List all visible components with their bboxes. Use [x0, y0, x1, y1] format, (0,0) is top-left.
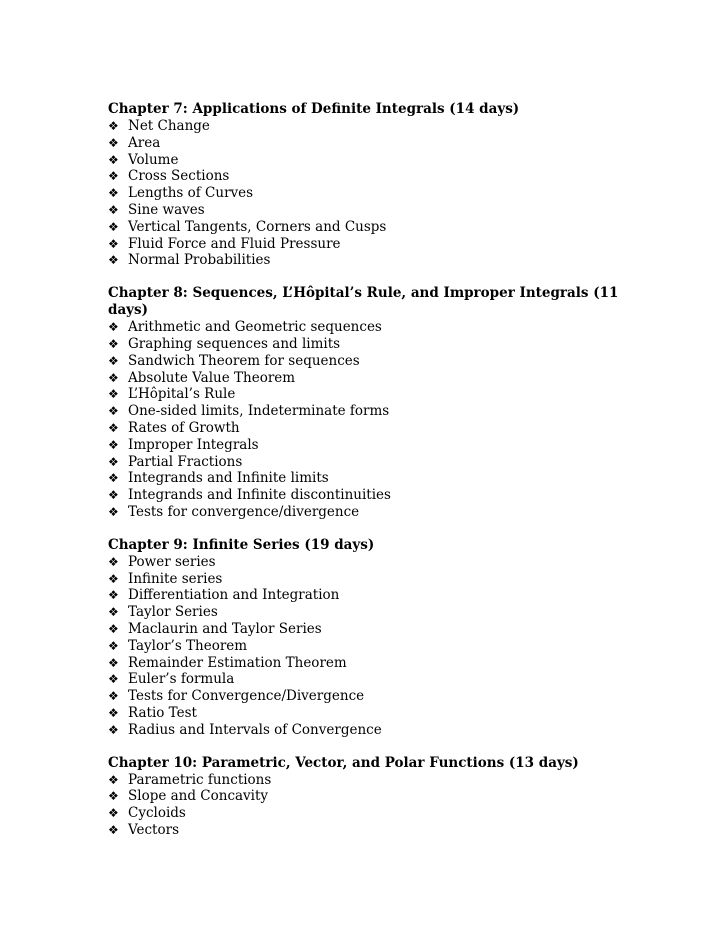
- diamond-bullet-icon: ❖: [108, 705, 119, 720]
- list-item: [108, 805, 628, 822]
- list-item: [108, 554, 628, 571]
- list-item: [108, 135, 628, 152]
- topic-label: Tests for convergence/divergence: [128, 503, 360, 520]
- topic-label: Lengths of Curves: [128, 185, 254, 202]
- topic-label: Integrands and Infinite limits: [128, 470, 329, 487]
- diamond-bullet-icon: ❖: [108, 320, 119, 335]
- topic-label: Normal Probabilities: [128, 252, 271, 269]
- topic-label: Vectors: [128, 821, 179, 838]
- list-item: [108, 705, 628, 722]
- topic-label: Volume: [128, 151, 179, 168]
- diamond-bullet-icon: ❖: [108, 588, 119, 603]
- topic-label: Sandwich Theorem for sequences: [128, 352, 360, 369]
- diamond-bullet-icon: ❖: [108, 135, 119, 150]
- topic-label: One-sided limits, Indeterminate forms: [128, 403, 390, 420]
- list-item: [108, 638, 628, 655]
- topic-list: [108, 118, 628, 269]
- topic-label: Taylor Series: [128, 604, 218, 621]
- topic-label: Infinite series: [128, 570, 223, 587]
- document-page: [108, 101, 628, 855]
- diamond-bullet-icon: ❖: [108, 806, 119, 821]
- diamond-bullet-icon: ❖: [108, 488, 119, 503]
- topic-label: Differentiation and Integration: [128, 587, 340, 604]
- diamond-bullet-icon: ❖: [108, 554, 119, 569]
- diamond-bullet-icon: ❖: [108, 605, 119, 620]
- list-item: [108, 353, 628, 370]
- diamond-bullet-icon: ❖: [108, 152, 119, 167]
- topic-label: Remainder Estimation Theorem: [128, 654, 347, 671]
- diamond-bullet-icon: ❖: [108, 169, 119, 184]
- diamond-bullet-icon: ❖: [108, 689, 119, 704]
- chapter-7-section: [108, 101, 628, 269]
- list-item: [108, 788, 628, 805]
- topic-label: Arithmetic and Geometric sequences: [128, 319, 382, 336]
- topic-label: Vertical Tangents, Corners and Cusps: [128, 218, 387, 235]
- diamond-bullet-icon: ❖: [108, 571, 119, 586]
- topic-label: Tests for Convergence/Divergence: [128, 688, 365, 705]
- diamond-bullet-icon: ❖: [108, 387, 119, 402]
- topic-label: Power series: [128, 553, 216, 570]
- topic-label: Parametric functions: [128, 771, 272, 788]
- topic-label: Integrands and Infinite discontinuities: [128, 487, 391, 504]
- list-item: [108, 118, 628, 135]
- diamond-bullet-icon: ❖: [108, 772, 119, 787]
- list-item: [108, 487, 628, 504]
- diamond-bullet-icon: ❖: [108, 404, 119, 419]
- diamond-bullet-icon: ❖: [108, 621, 119, 636]
- diamond-bullet-icon: ❖: [108, 822, 119, 837]
- list-item: [108, 219, 628, 236]
- list-item: [108, 655, 628, 672]
- list-item: [108, 822, 628, 839]
- chapter-title: Chapter 10: Parametric, Vector, and Polar Functions (13 days): [108, 754, 579, 771]
- list-item: [108, 168, 628, 185]
- diamond-bullet-icon: ❖: [108, 353, 119, 368]
- list-item: [108, 587, 628, 604]
- diamond-bullet-icon: ❖: [108, 454, 119, 469]
- diamond-bullet-icon: ❖: [108, 672, 119, 687]
- topic-label: Rates of Growth: [128, 419, 240, 436]
- list-item: [108, 722, 628, 739]
- chapter-title: Chapter 8: Sequences, L’Hôpital’s Rule, and Improper Integrals (11 days): [108, 285, 619, 319]
- diamond-bullet-icon: ❖: [108, 437, 119, 452]
- topic-label: L’Hôpital’s Rule: [128, 386, 236, 403]
- topic-list: [108, 554, 628, 739]
- chapter-8-section: [108, 285, 628, 521]
- list-item: [108, 185, 628, 202]
- diamond-bullet-icon: ❖: [108, 186, 119, 201]
- list-item: [108, 604, 628, 621]
- diamond-bullet-icon: ❖: [108, 370, 119, 385]
- topic-label: Area: [128, 134, 161, 151]
- chapter-title: Chapter 9: Infinite Series (19 days): [108, 536, 375, 553]
- diamond-bullet-icon: ❖: [108, 722, 119, 737]
- topic-label: Slope and Concavity: [128, 788, 269, 805]
- diamond-bullet-icon: ❖: [108, 420, 119, 435]
- list-item: [108, 571, 628, 588]
- topic-list: [108, 319, 628, 521]
- list-item: [108, 202, 628, 219]
- topic-label: Fluid Force and Fluid Pressure: [128, 235, 341, 252]
- diamond-bullet-icon: ❖: [108, 471, 119, 486]
- list-item: [108, 386, 628, 403]
- diamond-bullet-icon: ❖: [108, 655, 119, 670]
- list-item: [108, 688, 628, 705]
- list-item: [108, 152, 628, 169]
- diamond-bullet-icon: ❖: [108, 119, 119, 133]
- list-item: [108, 252, 628, 269]
- list-item: [108, 504, 628, 521]
- topic-label: Graphing sequences and limits: [128, 335, 341, 352]
- list-item: [108, 319, 628, 336]
- diamond-bullet-icon: ❖: [108, 236, 119, 251]
- list-item: [108, 671, 628, 688]
- topic-label: Absolute Value Theorem: [128, 369, 296, 386]
- topic-label: Taylor’s Theorem: [128, 637, 248, 654]
- chapter-10-section: [108, 755, 628, 839]
- list-item: [108, 470, 628, 487]
- topic-label: Maclaurin and Taylor Series: [128, 620, 322, 637]
- chapter-9-section: [108, 537, 628, 739]
- list-item: [108, 420, 628, 437]
- list-item: [108, 621, 628, 638]
- diamond-bullet-icon: ❖: [108, 219, 119, 234]
- topic-label: Cycloids: [128, 805, 186, 822]
- topic-label: Net Change: [128, 118, 210, 134]
- diamond-bullet-icon: ❖: [108, 336, 119, 351]
- diamond-bullet-icon: ❖: [108, 504, 119, 519]
- list-item: [108, 437, 628, 454]
- topic-label: Sine waves: [128, 201, 205, 218]
- diamond-bullet-icon: ❖: [108, 638, 119, 653]
- chapter-title: Chapter 7: Applications of Definite Integrals (14 days): [108, 101, 520, 117]
- topic-label: Ratio Test: [128, 704, 197, 721]
- list-item: [108, 772, 628, 789]
- topic-label: Radius and Intervals of Convergence: [128, 721, 382, 738]
- diamond-bullet-icon: ❖: [108, 253, 119, 268]
- topic-list: [108, 772, 628, 839]
- list-item: [108, 336, 628, 353]
- topic-label: Euler’s formula: [128, 671, 235, 688]
- list-item: [108, 454, 628, 471]
- topic-label: Partial Fractions: [128, 453, 243, 470]
- topic-label: Improper Integrals: [128, 436, 259, 453]
- list-item: [108, 236, 628, 253]
- list-item: [108, 403, 628, 420]
- diamond-bullet-icon: ❖: [108, 202, 119, 217]
- topic-label: Cross Sections: [128, 168, 230, 185]
- list-item: [108, 370, 628, 387]
- diamond-bullet-icon: ❖: [108, 789, 119, 804]
